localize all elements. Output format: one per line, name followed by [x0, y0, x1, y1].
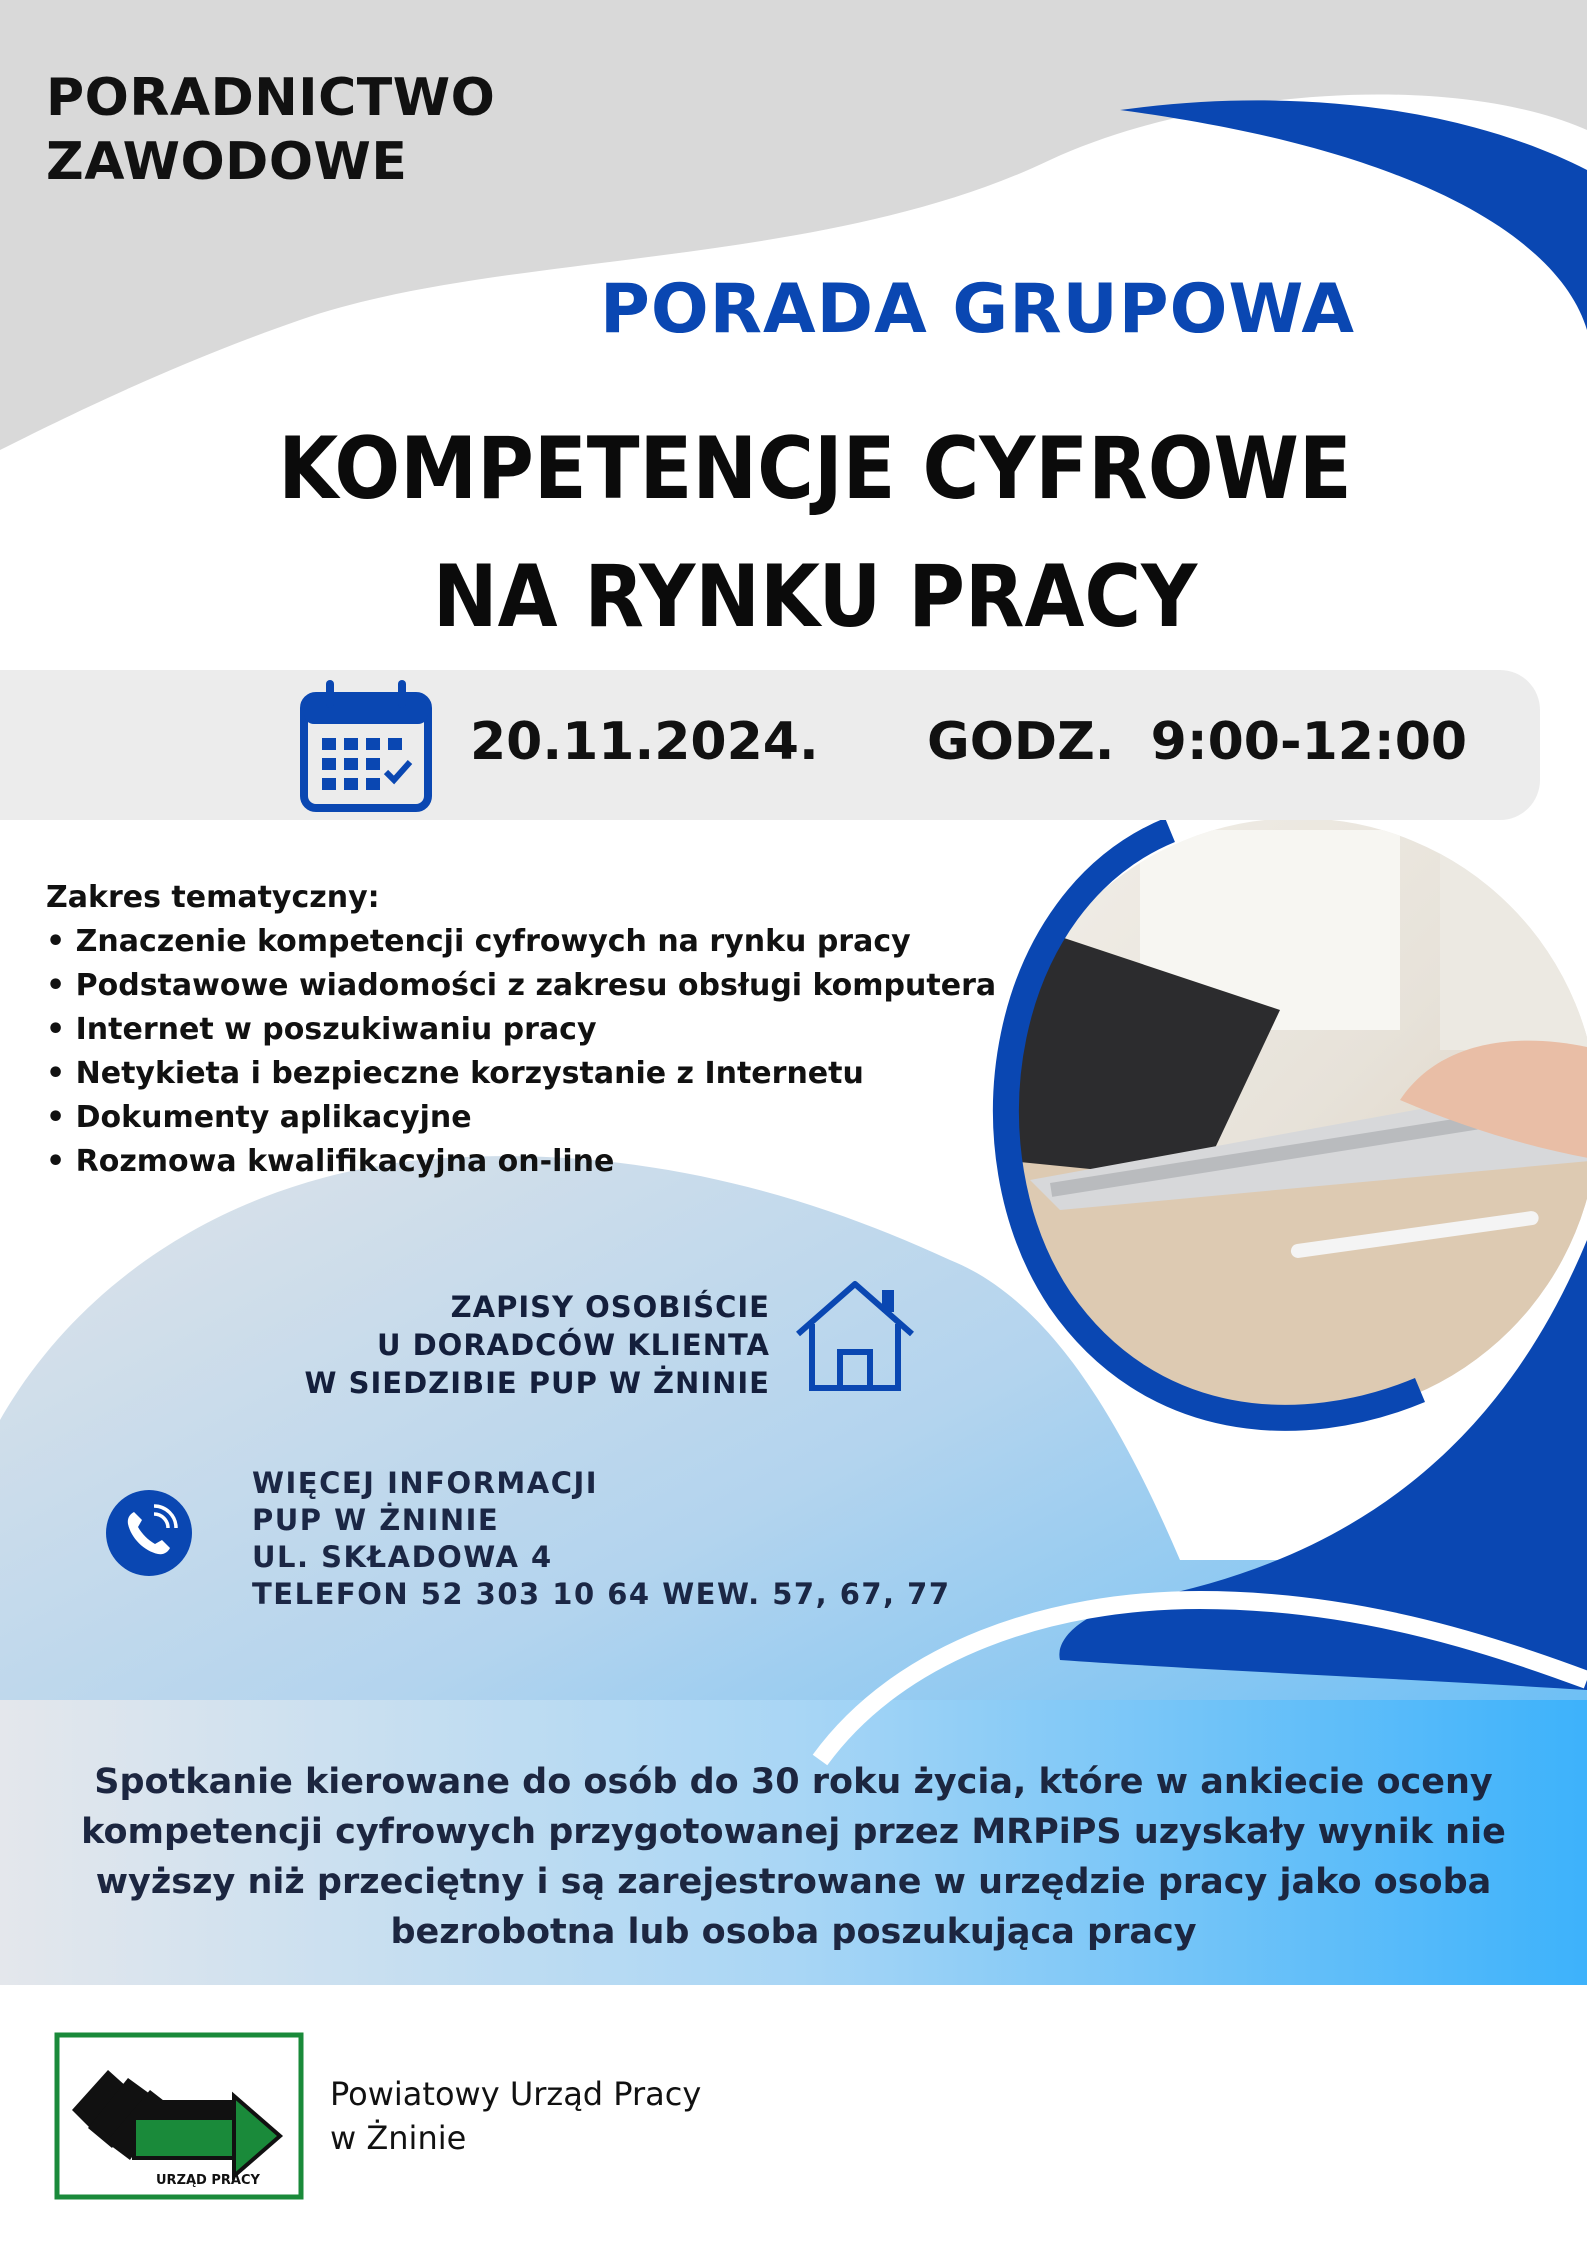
signup-info [250, 1288, 770, 1402]
header-title [46, 66, 495, 194]
main-title-line-1: KOMPETENCJE CYFROWE [278, 419, 1352, 519]
footer-line-1: Powiatowy Urząd Pracy [330, 2075, 702, 2113]
contact-line-3: UL. SKŁADOWA 4 [252, 1540, 553, 1574]
phone-icon [106, 1490, 192, 1576]
contact-line-2: PUP W ŻNINIE [252, 1503, 500, 1537]
calendar-icon [298, 678, 434, 816]
main-title [200, 405, 1430, 661]
topics-heading: Zakres tematyczny: [46, 880, 380, 915]
topic-item: • Netykieta i bezpieczne korzystanie z Internetu [46, 1052, 996, 1096]
event-date: 20.11.2024. [470, 712, 819, 772]
contact-phone: TELEFON 52 303 10 64 WEW. 57, 67, 77 [252, 1577, 951, 1611]
topic-item: • Dokumenty aplikacyjne [46, 1096, 996, 1140]
topic-item: • Podstawowe wiadomości z zakresu obsługi komputera [46, 964, 996, 1008]
signup-line-2: U DORADCÓW KLIENTA [376, 1328, 770, 1362]
signup-line-3: W SIEDZIBIE PUP W ŻNINIE [304, 1366, 770, 1400]
header-line-2: ZAWODOWE [46, 132, 408, 192]
notice-line-2: kompetencji cyfrowych przygotowanej przez MRPiPS uzyskały wynik nie [81, 1812, 1506, 1852]
event-time: GODZ. 9:00-12:00 [927, 712, 1468, 772]
footer-line-2: w Żninie [330, 2119, 467, 2157]
house-icon [790, 1276, 920, 1396]
event-datetime [470, 712, 1467, 772]
topic-item: • Znaczenie kompetencji cyfrowych na rynku pracy [46, 920, 996, 964]
header-line-1: PORADNICTWO [46, 68, 496, 128]
eligibility-notice [70, 1757, 1517, 1957]
notice-line-1: Spotkanie kierowane do osób do 30 roku życia, które w ankiecie oceny [94, 1762, 1493, 1802]
subtitle: PORADA GRUPOWA [600, 270, 1355, 349]
notice-line-4: bezrobotna lub osoba poszukująca pracy [390, 1912, 1197, 1952]
topic-item: • Internet w poszukiwaniu pracy [46, 1008, 996, 1052]
notice-line-3: wyższy niż przeciętny i są zarejestrowane w urzędzie pracy jako osoba [95, 1862, 1492, 1902]
contact-info [252, 1465, 951, 1613]
main-title-line-2: NA RYNKU PRACY [432, 547, 1198, 647]
topics-section [46, 876, 996, 1184]
footer-organization [330, 2072, 701, 2160]
topic-item: • Rozmowa kwalifikacyjna on-line [46, 1140, 996, 1184]
signup-line-1: ZAPISY OSOBIŚCIE [450, 1290, 770, 1324]
contact-line-1: WIĘCEJ INFORMACJI [252, 1466, 599, 1500]
logo-caption: URZĄD PRACY [156, 2173, 260, 2188]
topics-list [46, 920, 996, 1184]
urzad-pracy-logo [54, 2032, 304, 2200]
